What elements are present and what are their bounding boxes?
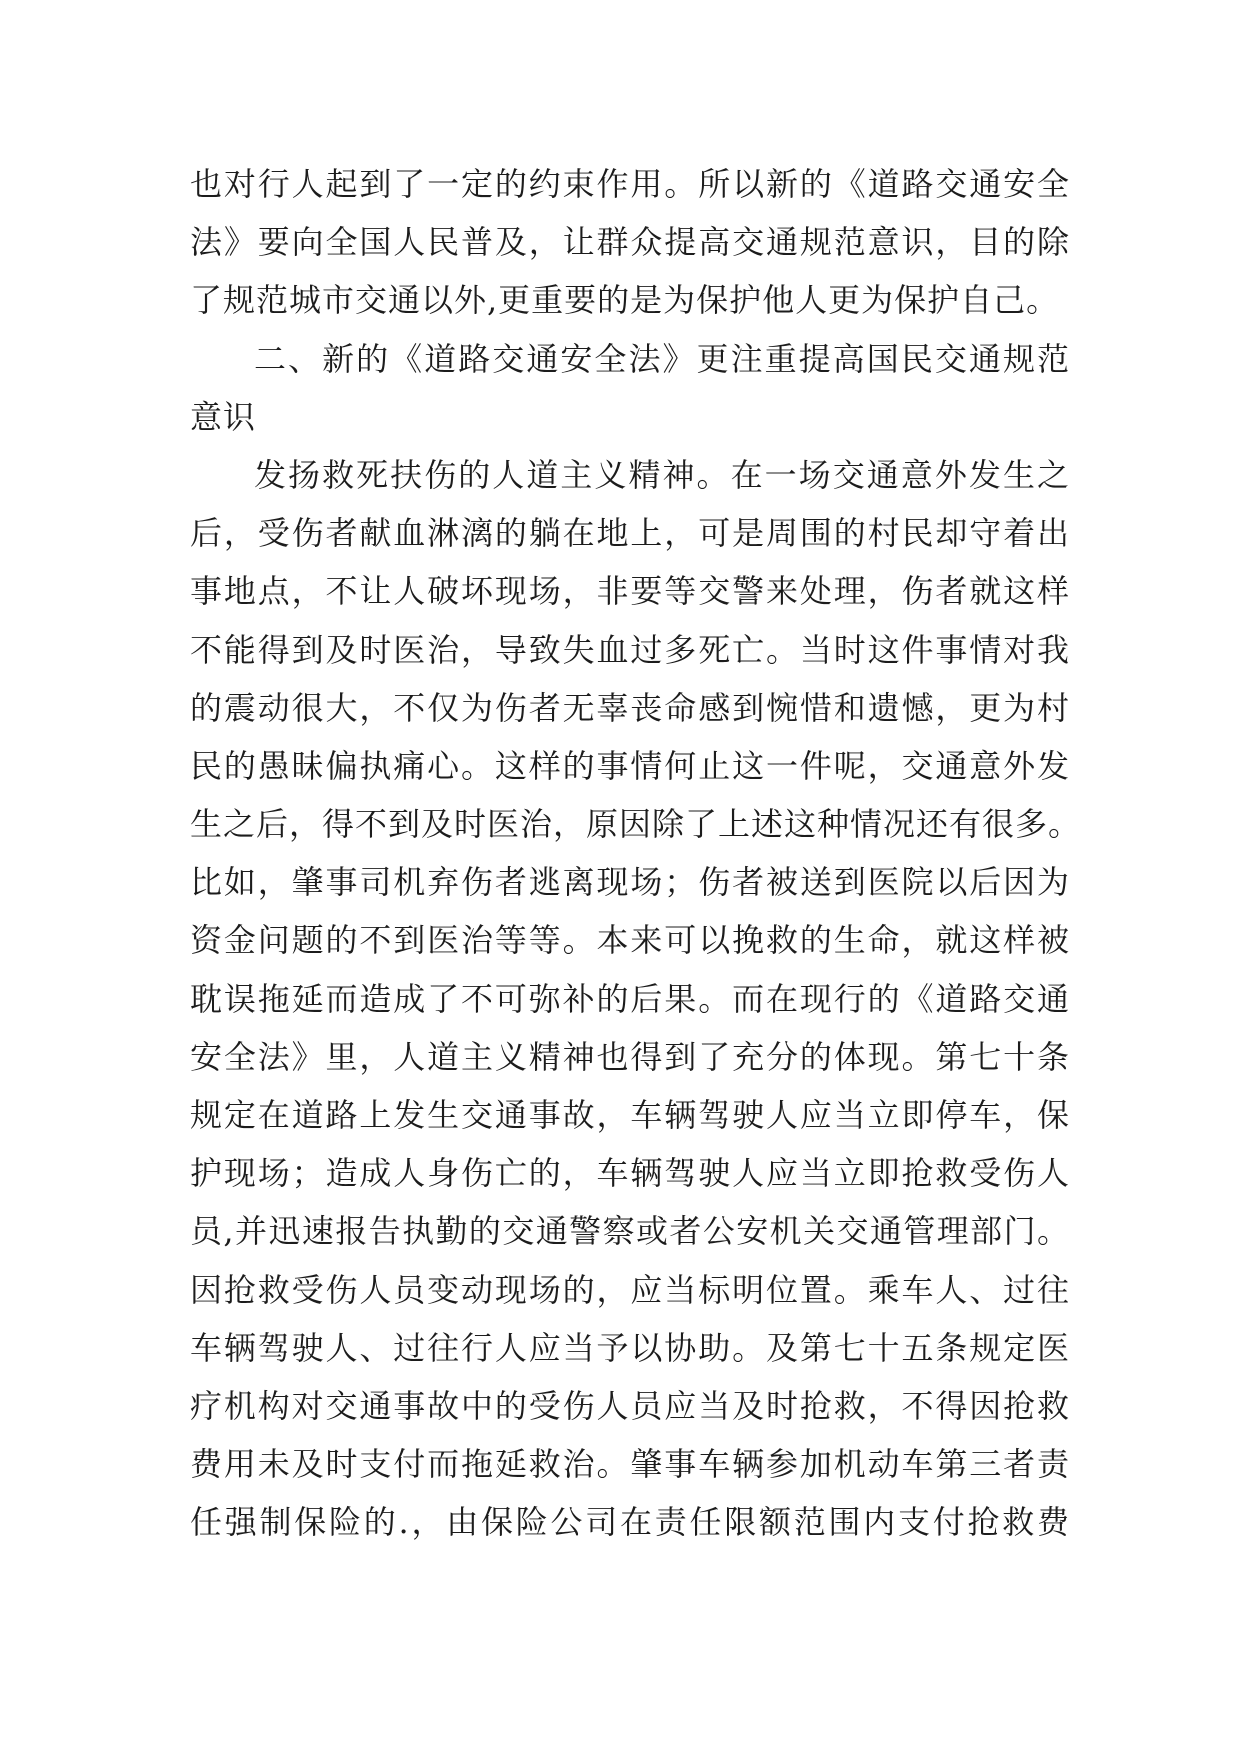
text-line: 后，受伤者献血淋漓的躺在地上，可是周围的村民却守着出 — [190, 514, 1070, 553]
text-line: 因抢救受伤人员变动现场的，应当标明位置。乘车人、过往 — [190, 1270, 1070, 1309]
text-line: 员,并迅速报告执勤的交通警察或者公安机关交通管理部门。 — [190, 1212, 1070, 1251]
text-line: 任强制保险的.，由保险公司在责任限额范围内支付抢救费 — [190, 1503, 1070, 1542]
text-line: 规定在道路上发生交通事故，车辆驾驶人应当立即停车，保 — [190, 1096, 1070, 1134]
text-line: 耽误拖延而造成了不可弥补的后果。而在现行的《道路交通 — [190, 979, 1070, 1018]
text-line: 法》要向全国人民普及，让群众提高交通规范意识，目的除 — [190, 223, 1070, 262]
text-line: 发扬救死扶伤的人道主义精神。在一场交通意外发生之 — [254, 455, 1070, 494]
text-line: 的震动很大，不仅为伤者无辜丧命感到惋惜和遗憾，更为村 — [190, 688, 1070, 727]
text-line: 比如，肇事司机弃伤者逃离现场；伤者被送到医院以后因为 — [190, 863, 1070, 902]
text-line: 事地点，不让人破坏现场，非要等交警来处理，伤者就这样 — [190, 572, 1070, 611]
text-line: 了规范城市交通以外,更重要的是为保护他人更为保护自己。 — [190, 281, 1060, 320]
text-line: 安全法》里，人道主义精神也得到了充分的体现。第七十条 — [190, 1037, 1070, 1076]
text-line: 生之后，得不到及时医治，原因除了上述这种情况还有很多。 — [190, 805, 1082, 844]
text-line: 不能得到及时医治，导致失血过多死亡。当时这件事情对我 — [190, 630, 1070, 669]
body-text — [190, 155, 1082, 1552]
text-line: 民的愚昧偏执痛心。这样的事情何止这一件呢，交通意外发 — [190, 746, 1070, 785]
text-line: 也对行人起到了一定的约束作用。所以新的《道路交通安全 — [190, 165, 1070, 203]
text-line: 护现场；造成人身伤亡的，车辆驾驶人应当立即抢救受伤人 — [190, 1154, 1070, 1193]
text-line: 资金问题的不到医治等等。本来可以挽救的生命，就这样被 — [190, 921, 1070, 960]
text-line: 费用未及时支付而拖延救治。肇事车辆参加机动车第三者责 — [190, 1445, 1070, 1484]
section-heading-line: 二、新的《道路交通安全法》更注重提高国民交通规范 — [254, 339, 1070, 378]
section-heading-line: 意识 — [190, 397, 257, 436]
text-line: 车辆驾驶人、过往行人应当予以协助。及第七十五条规定医 — [190, 1328, 1070, 1367]
text-line: 疗机构对交通事故中的受伤人员应当及时抢救，不得因抢救 — [190, 1386, 1070, 1425]
